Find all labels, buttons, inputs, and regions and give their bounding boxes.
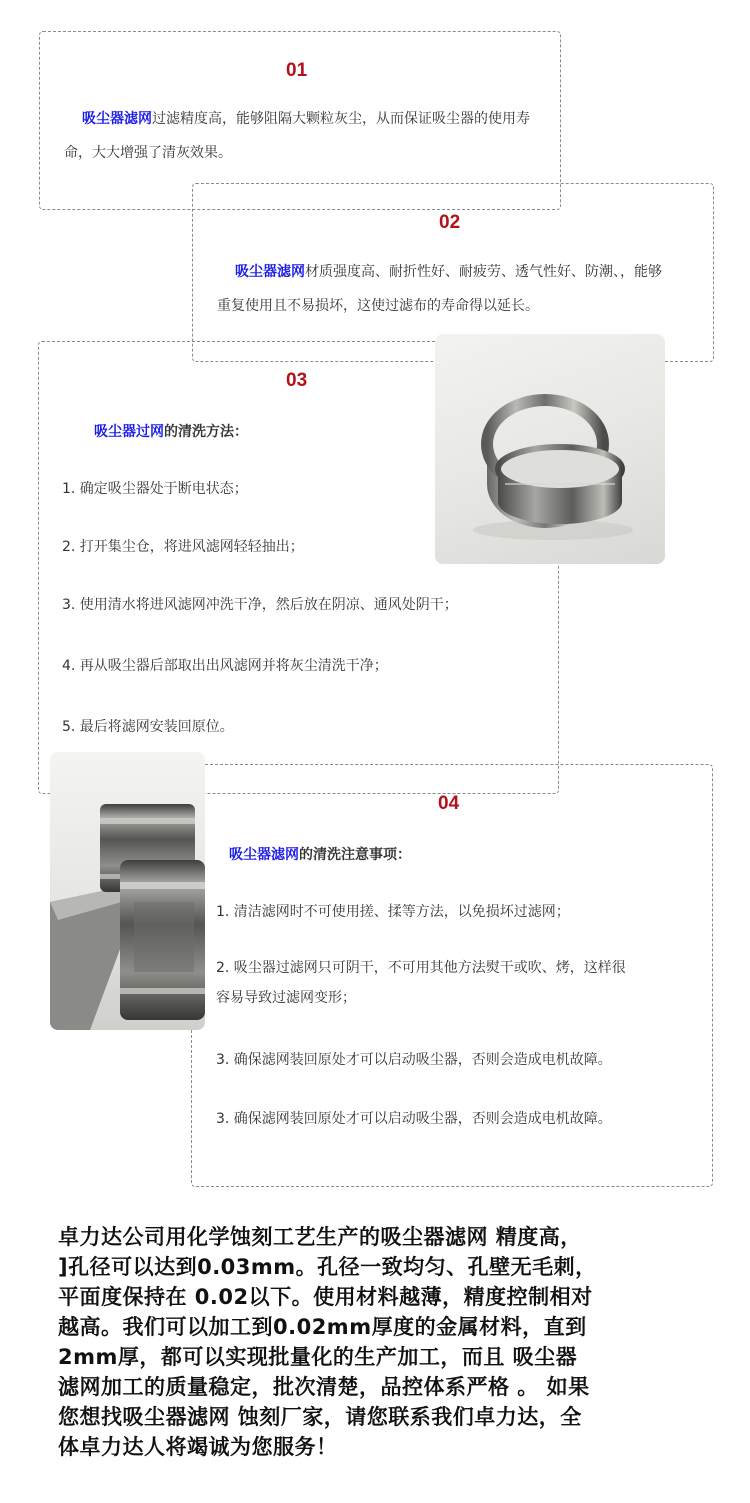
description-line: 平面度保持在 0.02以下。使用材料越薄，精度控制相对 — [58, 1285, 593, 1309]
section-04-note: 2. 吸尘器过滤网只可阴干，不可用其他方法熨干或吹、烤，这样很 — [216, 960, 626, 976]
section-03-number: 03 — [286, 370, 308, 391]
section-03-step: 4. 再从吸尘器后部取出出风滤网并将灰尘清洗干净； — [62, 658, 388, 674]
section-01-number: 01 — [286, 60, 308, 81]
company-description — [58, 1222, 698, 1462]
section-01-paragraph — [64, 102, 539, 170]
section-04-note: 1. 清洁滤网时不可使用搓、揉等方法，以免损坏过滤网； — [216, 904, 570, 920]
steel-rings-side-illustration — [50, 752, 205, 1030]
description-line: 卓力达公司用化学蚀刻工艺生产的吸尘器滤网 精度高， — [58, 1225, 582, 1249]
section-03-step: 3. 使用清水将进风滤网冲洗干净，然后放在阴凉、通风处阴干； — [62, 597, 458, 613]
section-04-heading-rest: 的清洗注意事项： — [299, 847, 411, 863]
section-04-note: 容易导致过滤网变形； — [216, 990, 356, 1006]
description-line: 2mm厚，都可以实现批量化的生产加工，而且 吸尘器 — [58, 1345, 578, 1369]
section-03-heading-rest: 的清洗方法： — [164, 424, 248, 440]
section-03-step: 5. 最后将滤网安装回原位。 — [62, 719, 234, 735]
section-04-note: 3. 确保滤网装回原处才可以启动吸尘器，否则会造成电机故障。 — [216, 1052, 612, 1068]
section-03-step: 1. 确定吸尘器处于断电状态； — [62, 481, 248, 497]
description-line: 体卓力达人将竭诚为您服务！ — [58, 1435, 338, 1459]
section-01-text: 过滤精度高，能够阻隔大颗粒灰尘，从而保证吸尘器的使用寿命，大大增强了清灰效果。 — [64, 111, 530, 161]
section-02-highlight: 吸尘器滤网 — [235, 264, 305, 280]
description-line: 您想找吸尘器滤网 蚀刻厂家，请您联系我们卓力达，全 — [58, 1405, 582, 1429]
section-03-heading-highlight: 吸尘器过网 — [94, 424, 164, 440]
description-line: ]孔径可以达到0.03mm。孔径一致均匀、孔壁无毛刺， — [58, 1255, 597, 1279]
section-01-highlight: 吸尘器滤网 — [82, 111, 152, 127]
steel-rings-illustration — [435, 334, 665, 564]
section-03-step: 2. 打开集尘仓，将进风滤网轻轻抽出； — [62, 539, 304, 555]
steel-rings-side-photo — [50, 752, 205, 1030]
description-line: 越高。我们可以加工到0.02mm厚度的金属材料，直到 — [58, 1315, 587, 1339]
section-04-number: 04 — [438, 793, 460, 814]
section-04-heading — [229, 844, 411, 864]
steel-rings-photo — [435, 334, 665, 564]
description-line: 滤网加工的质量稳定，批次清楚，品控体系严格 。 如果 — [58, 1375, 590, 1399]
section-02-paragraph — [217, 255, 667, 323]
section-02-number: 02 — [439, 212, 461, 233]
section-02-text: 材质强度高、耐折性好、耐疲劳、透气性好、防潮、，能够重复使用且不易损坏，这使过滤布的寿命得以延长。 — [217, 264, 662, 314]
section-04-heading-highlight: 吸尘器滤网 — [229, 847, 299, 863]
section-04-note: 3. 确保滤网装回原处才可以启动吸尘器，否则会造成电机故障。 — [216, 1111, 612, 1127]
section-03-heading — [94, 421, 248, 441]
